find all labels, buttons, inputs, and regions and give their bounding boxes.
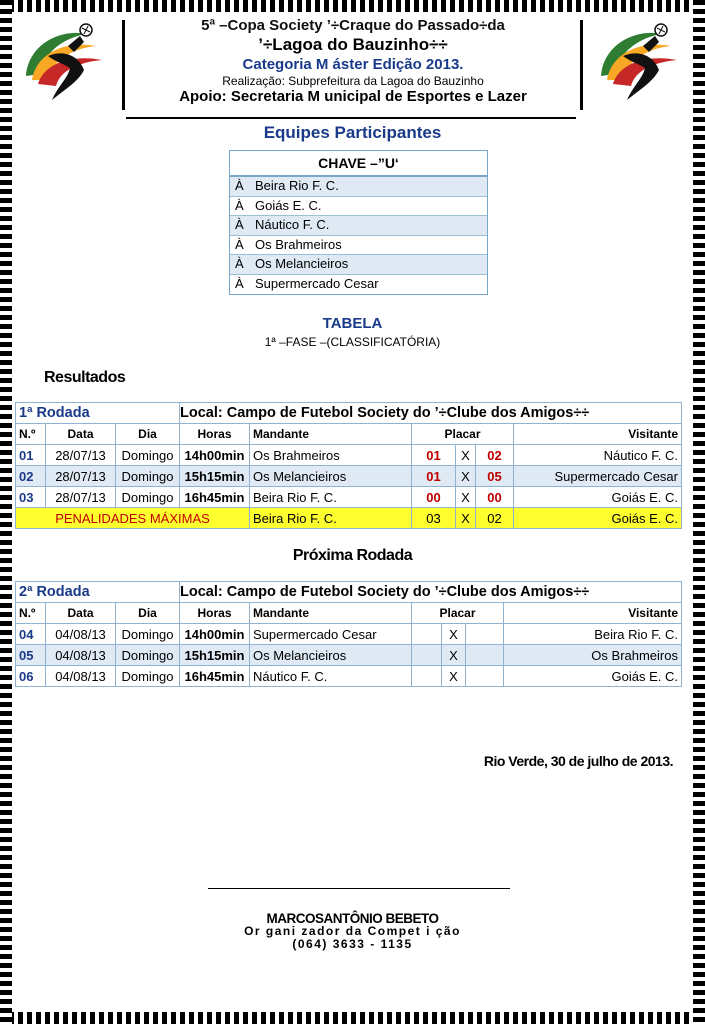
col-header-number: N.º [16,603,46,624]
table-row [16,645,682,666]
col-header-home: Mandante [250,603,412,624]
game-number: 06 [16,666,46,687]
home-team: Náutico F. C. [250,666,412,687]
header-category: Categoria M áster Edição 2013. [242,56,464,73]
game-number: 02 [16,466,46,487]
score-separator: X [456,508,476,529]
home-team: Os Melancieiros [250,645,412,666]
table-header-row [16,424,682,445]
away-team: Goiás E. C. [504,666,682,687]
home-team: Os Brahmeiros [250,445,412,466]
game-day: Domingo [116,445,180,466]
team-name: Os Brahmeiros [255,236,342,252]
signature-line [208,888,510,889]
team-list [230,177,487,294]
col-header-score: Placar [412,603,504,624]
document-date: Rio Verde, 30 de julho de 2013. [483,753,673,769]
away-score: 05 [476,466,514,487]
game-date: 04/08/13 [46,645,116,666]
game-time: 16h45min [180,487,250,508]
col-header-day: Dia [116,424,180,445]
away-score: 00 [476,487,514,508]
game-date: 04/08/13 [46,624,116,645]
game-day: Domingo [116,666,180,687]
score-separator: X [456,445,476,466]
col-header-away: Visitante [504,603,682,624]
team-list-item [230,255,487,275]
game-time: 15h15min [180,466,250,487]
team-name: Beira Rio F. C. [255,178,339,193]
away-score: 02 [476,445,514,466]
bullet-glyph: À [235,275,244,291]
away-penalty-score: 02 [476,508,514,529]
home-team: Supermercado Cesar [250,624,412,645]
decorative-border-bottom [0,1012,705,1024]
score-separator: X [456,466,476,487]
header-rule [126,117,576,119]
away-team: Náutico F. C. [514,445,682,466]
game-time: 15h15min [180,645,250,666]
table-row [16,666,682,687]
home-team: Os Melancieiros [250,466,412,487]
away-team: Supermercado Cesar [514,466,682,487]
team-list-item [230,216,487,236]
away-team: Goiás E. C. [514,487,682,508]
score-separator: X [442,624,466,645]
home-team: Beira Rio F. C. [250,487,412,508]
teams-section-title: Equipes Participantes [263,123,442,142]
game-day: Domingo [116,624,180,645]
round-location: Local: Campo de Futebol Society do ’÷Clube dos Amigos÷÷ [180,582,682,603]
col-header-date: Data [46,424,116,445]
round-label: 2ª Rodada [16,582,180,603]
home-penalty-score: 03 [412,508,456,529]
document-page [14,14,691,1010]
bullet-glyph: À [235,236,244,252]
score-separator: X [442,645,466,666]
away-team: Goiás E. C. [514,508,682,529]
next-round-table [15,581,682,687]
col-header-day: Dia [116,603,180,624]
signer-phone: (064) 3633 - 1135 [292,937,413,951]
header-divider-right [580,20,583,110]
header-title-line2: ’÷Lagoa do Bauzinho÷÷ [258,35,448,54]
bullet-glyph: À [235,256,244,272]
game-time: 16h45min [180,666,250,687]
decorative-border-top [0,0,705,12]
next-round-caption: Próxima Rodada [292,547,413,564]
table-row [16,624,682,645]
decorative-border-left [0,0,12,1024]
home-score: 01 [412,466,456,487]
away-team: Beira Rio F. C. [504,624,682,645]
team-list-item [230,236,487,256]
document-header [130,14,576,105]
bullet-glyph: À [235,197,244,213]
phase-subtitle: 1ª –FASE –(CLASSIFICATÓRIA) [264,335,441,349]
table-header-row [16,603,682,624]
team-name: Supermercado Cesar [255,275,379,291]
game-number: 03 [16,487,46,508]
team-list-item [230,197,487,217]
home-score: 00 [412,487,456,508]
header-organizer: Realização: Subprefeitura da Lagoa do Bauzinho [222,74,484,88]
home-team: Beira Rio F. C. [250,508,412,529]
header-sponsor: Apoio: Secretaria M unicipal de Esportes e Lazer [179,88,527,105]
game-date: 28/07/13 [46,466,116,487]
team-list-item [230,275,487,294]
round-location: Local: Campo de Futebol Society do ’÷Clube dos Amigos÷÷ [180,403,682,424]
col-header-date: Data [46,603,116,624]
game-time: 14h00min [180,445,250,466]
team-name: Os Melancieiros [255,256,349,272]
col-header-home: Mandante [250,424,412,445]
schedule-title: TABELA [322,315,383,332]
decorative-border-right [693,0,705,1024]
table-row [16,466,682,487]
bullet-glyph: À [235,217,244,233]
game-date: 28/07/13 [46,487,116,508]
game-day: Domingo [116,466,180,487]
signer-role: Or gani zador da Compet i ção [244,924,461,938]
penalty-shootout-row [16,508,682,529]
col-header-time: Horas [180,424,250,445]
game-number: 01 [16,445,46,466]
game-time: 14h00min [180,624,250,645]
game-date: 28/07/13 [46,445,116,466]
table-row [16,445,682,466]
away-score-empty [466,645,504,666]
col-header-away: Visitante [514,424,682,445]
game-number: 04 [16,624,46,645]
results-caption: Resultados [44,369,126,386]
penalty-label: PENALIDADES MÁXIMAS [16,508,250,529]
game-date: 04/08/13 [46,666,116,687]
home-score-empty [412,624,442,645]
score-separator: X [442,666,466,687]
tournament-logo-icon [18,16,114,112]
round-label: 1ª Rodada [16,403,180,424]
away-score-empty [466,666,504,687]
home-score: 01 [412,445,456,466]
bullet-glyph: À [235,178,244,193]
table-row [16,487,682,508]
signer-name: MARCOSANTÔNIO BEBETO [266,911,439,926]
group-teams-box [229,150,488,295]
header-title-line1: 5ª –Copa Society ’÷Craque do Passado÷da [201,17,505,34]
col-header-time: Horas [180,603,250,624]
away-score-empty [466,624,504,645]
game-number: 05 [16,645,46,666]
away-team: Os Brahmeiros [504,645,682,666]
game-day: Domingo [116,645,180,666]
game-day: Domingo [116,487,180,508]
col-header-number: N.º [16,424,46,445]
team-name: Goiás E. C. [255,197,322,213]
home-score-empty [412,645,442,666]
results-table [15,402,682,529]
round-header-row [16,403,682,424]
team-list-item [230,177,487,197]
home-score-empty [412,666,442,687]
round-header-row [16,582,682,603]
group-title: CHAVE –”U‘ [230,151,487,177]
score-separator: X [456,487,476,508]
header-divider-left [122,20,125,110]
team-name: Náutico F. C. [255,217,330,233]
tournament-logo-icon [593,16,689,112]
col-header-score: Placar [412,424,514,445]
